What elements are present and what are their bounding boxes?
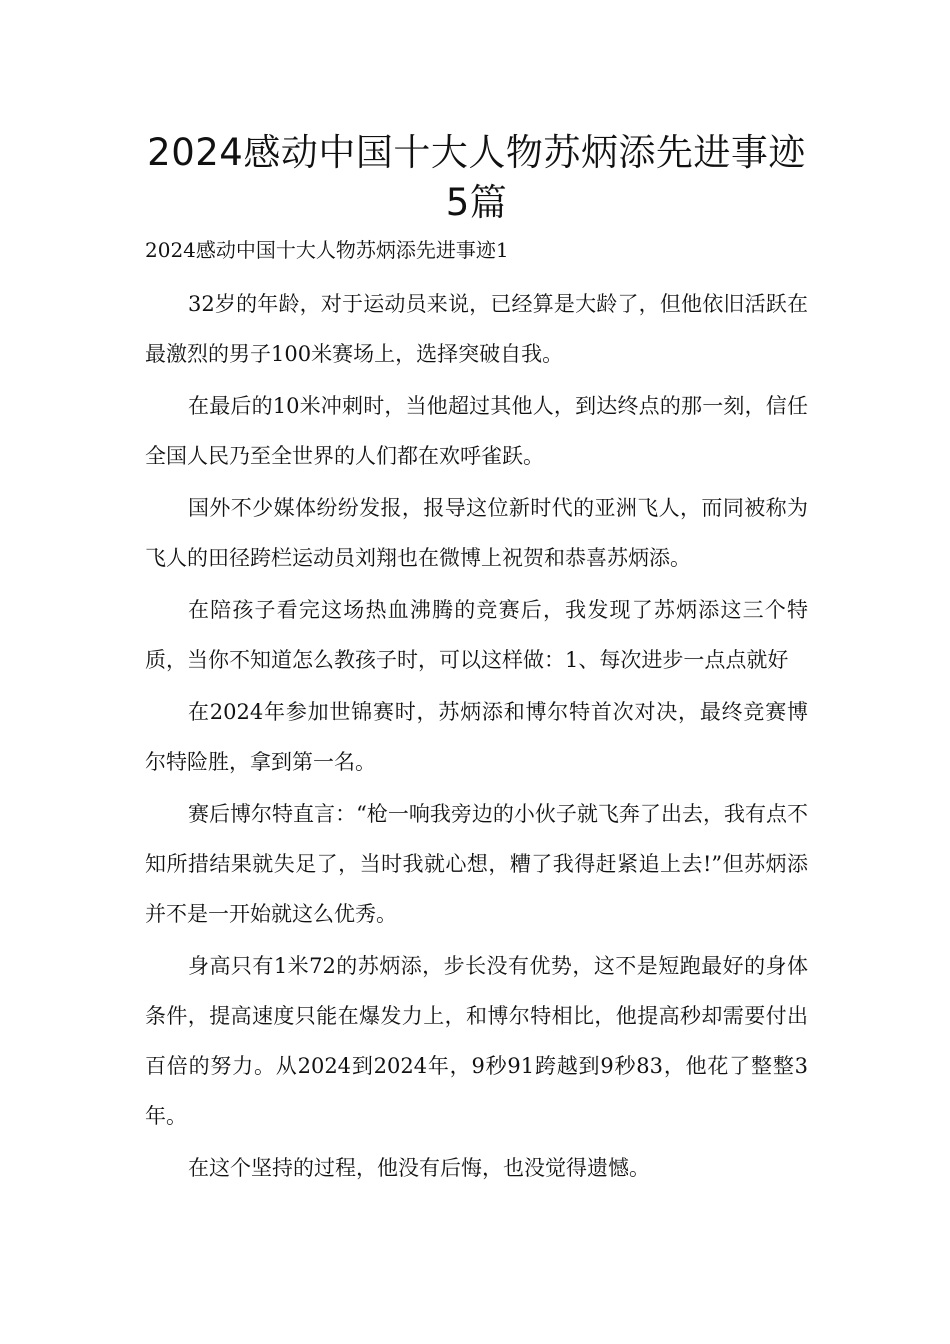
paragraph: 在这个坚持的过程，他没有后悔，也没觉得遗憾。 (188, 1156, 650, 1180)
document-title: 2024感动中国十大人物苏炳添先进事迹5篇 (147, 131, 806, 224)
paragraph: 赛后博尔特直言：“枪一响我旁边的小伙子就飞奔了出去，我有点不知所措结果就失足了，当时我就心想，糟了我得赶紧追上去!”但苏炳添并不是一开始就这么优秀。 (145, 802, 808, 926)
paragraph: 32岁的年龄，对于运动员来说，已经算是大龄了，但他依旧活跃在最激烈的男子100米赛场上，选择突破自我。 (145, 292, 808, 366)
paragraph: 在2024年参加世锦赛时，苏炳添和博尔特首次对决，最终竞赛博尔特险胜，拿到第一名。 (145, 700, 808, 774)
paragraph: 国外不少媒体纷纷发报，报导这位新时代的亚洲飞人，而同被称为飞人的田径跨栏运动员刘翔也在微博上祝贺和恭喜苏炳添。 (145, 496, 808, 570)
section-heading: 2024感动中国十大人物苏炳添先进事迹1 (145, 238, 509, 262)
paragraph: 身高只有1米72的苏炳添，步长没有优势，这不是短跑最好的身体条件，提高速度只能在爆发力上，和博尔特相比，他提高秒却需要付出百倍的努力。从2024到2024年，9秒91跨越到9秒83，他花了整整3年。 (145, 954, 808, 1128)
paragraph: 在陪孩子看完这场热血沸腾的竞赛后，我发现了苏炳添这三个特质，当你不知道怎么教孩子时，可以这样做：1、每次进步一点点就好 (145, 598, 808, 672)
paragraph: 在最后的10米冲刺时，当他超过其他人，到达终点的那一刻，信任全国人民乃至全世界的人们都在欢呼雀跃。 (145, 394, 808, 468)
